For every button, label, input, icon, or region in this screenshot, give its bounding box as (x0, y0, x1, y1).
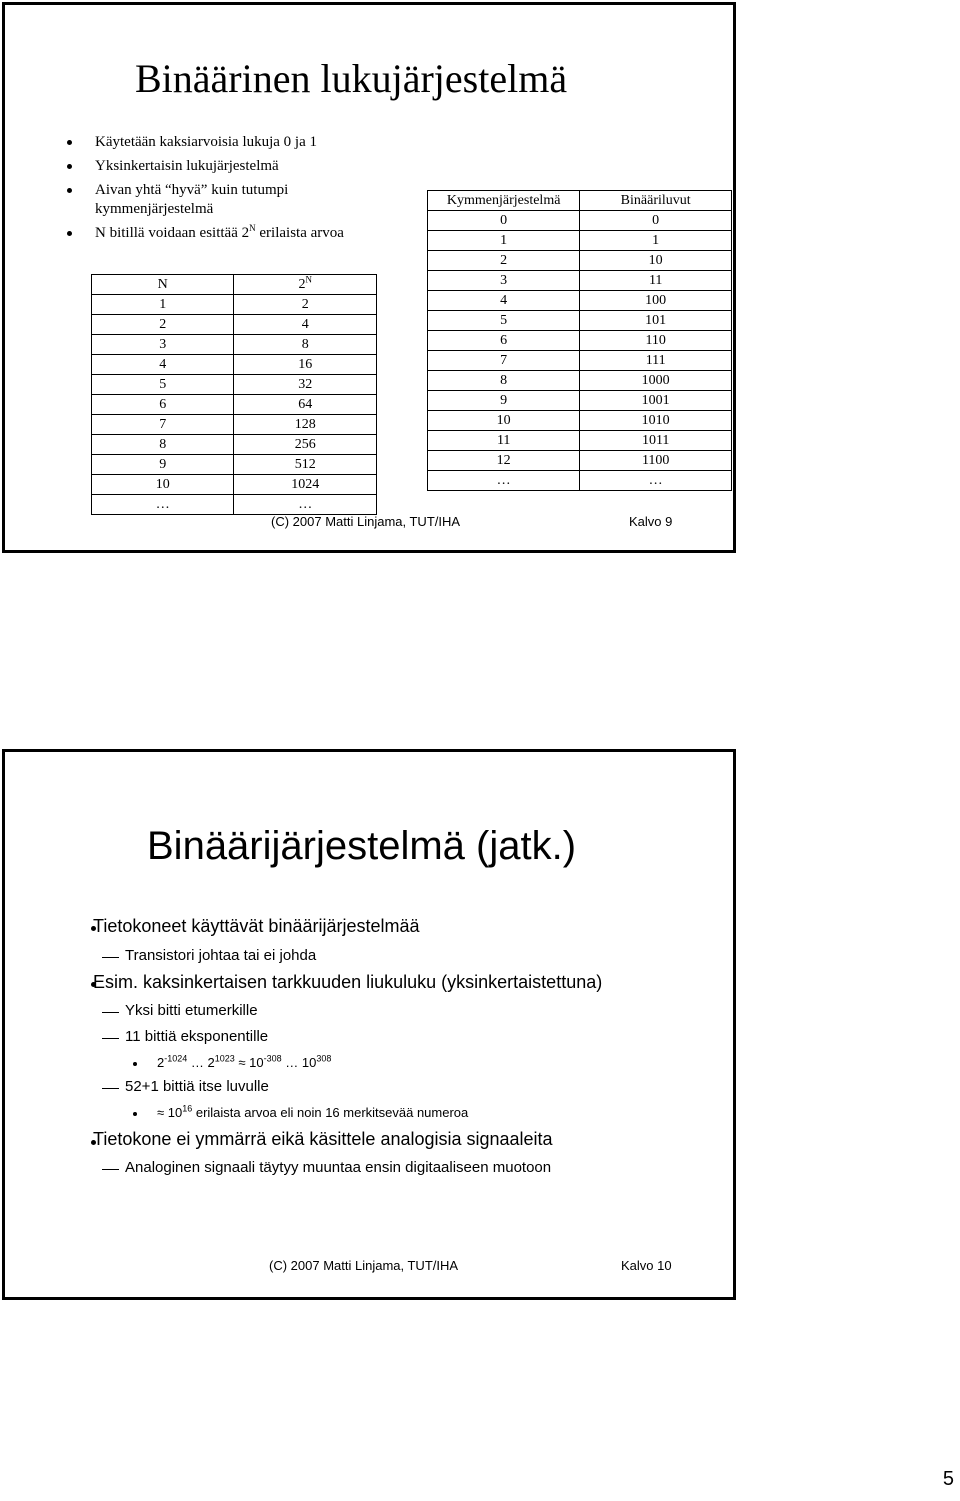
table-row: 1 1 (428, 231, 732, 251)
slide-10 (2, 749, 736, 1300)
slide-number: Kalvo 10 (621, 1258, 672, 1273)
sub-bullet-dash (102, 1012, 119, 1013)
table-row: 4 16 (92, 355, 377, 375)
column-header-power: $2^N$ (234, 275, 377, 295)
table-row: 7 111 (428, 351, 732, 371)
table-row: 9 512 (92, 455, 377, 475)
sub-bullet-dash (102, 957, 119, 958)
mantissa-note: ≈ $10^{16}$ erilaista arvoa eli noin 16 merkitsevää numeroa (157, 1103, 469, 1120)
bullet-item: Esim. kaksinkertaisen tarkkuuden liukuluku (yksinkertaistettuna) (93, 972, 603, 992)
table-row: 8 256 (92, 435, 377, 455)
bullet-dot (67, 231, 72, 236)
table-row: 7 128 (92, 415, 377, 435)
sub-bullet-item: Analoginen signaali täytyy muuntaa ensin digitaaliseen muotoon (125, 1159, 552, 1176)
slide-title: Binäärijärjestelmä (jatk.) (147, 824, 577, 868)
table-row: 12 1100 (428, 451, 732, 471)
table-row: 6 64 (92, 395, 377, 415)
table-row: 1 2 (92, 295, 377, 315)
slide-number: Kalvo 9 (629, 514, 673, 529)
bullet-dot (67, 164, 72, 169)
bullet-item: Tietokone ei ymmärrä eikä käsittele analogisia signaaleita (93, 1129, 553, 1149)
powers-of-two-table (91, 274, 377, 515)
table-row: 11 1011 (428, 431, 732, 451)
bullet-dot (67, 188, 72, 193)
column-header-binary: Binääriluvut (580, 191, 732, 211)
table-row: 8 1000 (428, 371, 732, 391)
table-row: 10 1024 (92, 475, 377, 495)
slide-footer-copyright: (C) 2007 Matti Linjama, TUT/IHA (271, 514, 461, 529)
table-row: 5 101 (428, 311, 732, 331)
table-row: 10 1010 (428, 411, 732, 431)
column-header-decimal: Kymmenjärjestelmä (428, 191, 580, 211)
sub-bullet-item: Transistori johtaa tai ei johda (125, 947, 317, 964)
table-row: 9 1001 (428, 391, 732, 411)
slide-footer-copyright: (C) 2007 Matti Linjama, TUT/IHA (269, 1258, 459, 1273)
sub-bullet-item: Yksi bitti etumerkille (125, 1002, 258, 1019)
bullet-dot (133, 1062, 137, 1066)
table-row: 2 4 (92, 315, 377, 335)
table-row: 4 100 (428, 291, 732, 311)
bullet-item: Tietokoneet käyttävät binäärijärjestelmää (93, 916, 420, 936)
bullet-dot (133, 1112, 137, 1116)
table-row: … … (92, 495, 377, 515)
column-header-n: N (92, 275, 234, 295)
sub-bullet-item: 52+1 bittiä itse luvulle (125, 1078, 269, 1095)
sub-bullet-dash (102, 1169, 119, 1170)
sub-bullet-item: 11 bittiä eksponentille (125, 1028, 269, 1045)
sub-bullet-dash (102, 1088, 119, 1089)
table-row: 3 11 (428, 271, 732, 291)
bullet-dot (67, 140, 72, 145)
table-row: … … (428, 471, 732, 491)
table-row: 5 32 (92, 375, 377, 395)
slide-title: Binäärinen lukujärjestelmä (135, 56, 568, 101)
sub-bullet-dash (102, 1038, 119, 1039)
slide-9: Binäärinen lukujärjestelmä Käytetään kaksiarvoisia lukuja 0 ja 1 Yksinkertaisin lukujärjestelmä Aivan yhtä “hyvä” kuin tutumpi kymmenjärjestelmä N bitillä voidaan esittää $2^N$ erilaista arvoa N $2^N$ 1 2 2 4 3 8 4 16 5 32 6 64 7 128 8 256 9 512 10 1024 … … Kymmenjärjestelmä Binääriluvut 0 0 1 1 2 10 3 11 4 100 5 101 6 110 7 111 8 1000 9 1001 10 1010 11 1011 12 1100 … … (C) 2007 Matti Linjama, TUT/IHA Kalvo 9 (2, 2, 736, 553)
table-row: 3 8 (92, 335, 377, 355)
table-header-row (428, 191, 732, 211)
table-row: 0 0 (428, 211, 732, 231)
table-header-row (92, 275, 377, 295)
table-row: 6 110 (428, 331, 732, 351)
decimal-binary-table (427, 190, 732, 491)
table-row: 2 10 (428, 251, 732, 271)
page-number: 5 (942, 1468, 954, 1490)
exponent-range: $2^{-1024}$ … $2^{1023} \approx 10^{-308}$ … $10^{308}$ (157, 1053, 332, 1070)
